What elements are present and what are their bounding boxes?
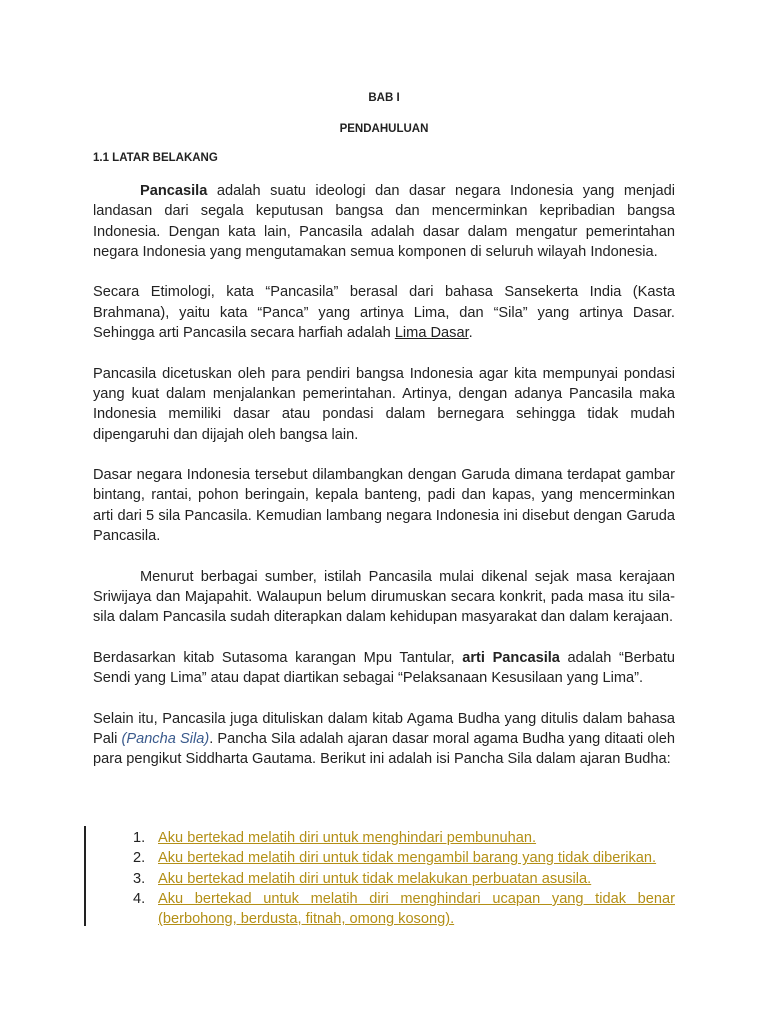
list-item	[93, 889, 675, 930]
chapter-title: BAB I	[368, 92, 400, 104]
paragraph-text: Berdasarkan kitab Sutasoma karangan Mpu Tantular,	[93, 649, 463, 666]
paragraph-6	[93, 648, 675, 689]
paragraph-1	[93, 181, 675, 262]
paragraph-text: Secara Etimologi, kata “Pancasila” berasal dari bahasa Sansekerta India (Kasta Brahmana), yaitu kata “Panca” yang artinya Lima, dan “Sila” yang artinya Dasar. Sehingga arti Pancasila secara harfiah adalah	[93, 284, 675, 342]
paragraph-2	[93, 282, 675, 343]
list-number: 4.	[133, 890, 146, 907]
chapter-subtitle: PENDAHULUAN	[339, 123, 429, 135]
italic-term: (Pancha Sila)	[121, 731, 210, 748]
bold-term: Pancasila	[140, 183, 208, 199]
pancha-sila-list	[93, 828, 675, 929]
paragraph-5: Menurut berbagai sumber, istilah Pancasila mulai dikenal sejak masa kerajaan Sriwijaya dan Majapahit. Walaupun belum dirumuskan secara konkrit, pada masa itu sila-sila dalam Pancasila sudah diterapkan dalam kehidupan masyarakat dan dalam kerajaan.	[93, 568, 675, 626]
paragraph-4: Dasar negara Indonesia tersebut dilambangkan dengan Garuda dimana terdapat gambar bintang, rantai, pohon beringain, kepala banteng, padi dan kapas, yang mencerminkan arti dari 5 sila Pancasila. Kemudian lambang negara Indonesia ini disebut dengan Garuda Pancasila.	[93, 467, 675, 545]
list-item	[93, 869, 675, 889]
paragraph-text: . Pancha Sila adalah ajaran dasar moral agama Budha yang ditaati oleh para pengikut Siddharta Gautama. Berikut ini adalah isi Pancha Sila dalam ajaran Budha:	[93, 731, 676, 768]
list-number: 3.	[133, 870, 146, 887]
change-bar	[84, 826, 86, 926]
list-link[interactable]: Aku bertekad melatih diri untuk tidak melakukan perbuatan asusila.	[158, 870, 592, 887]
list-link[interactable]: Aku bertekad melatih diri untuk tidak mengambil barang yang tidak diberikan.	[158, 850, 657, 867]
paragraph-text: Selain itu, Pancasila juga dituliskan dalam kitab Agama Budha yang ditulis dalam bahasa Pali	[93, 710, 675, 748]
list-number: 1.	[133, 830, 146, 846]
paragraph-text: .	[468, 325, 473, 342]
section-heading: 1.1 LATAR BELAKANG	[93, 152, 218, 164]
document-page	[93, 88, 675, 770]
bold-term: arti Pancasila	[462, 649, 560, 666]
list-number: 2.	[133, 850, 146, 867]
list-item	[93, 828, 675, 848]
paragraph-3: Pancasila dicetuskan oleh para pendiri bangsa Indonesia agar kita mempunyai pondasi yang kuat dalam menjalankan pemerintahan. Artinya, dengan adanya Pancasila maka Indonesia memiliki dasar atau pondasi dalam bernegara sehingga tidak mudah dipengaruhi dan dijajah oleh bangsa lain.	[93, 365, 675, 443]
list-link[interactable]: Aku bertekad untuk melatih diri menghindari ucapan yang tidak benar (berbohong, berdusta, fitnah, omong kosong).	[158, 890, 675, 928]
lima-dasar-link[interactable]: Lima Dasar	[394, 325, 469, 342]
paragraph-7	[93, 709, 675, 770]
paragraph-text: adalah suatu ideologi dan dasar negara Indonesia yang menjadi landasan dari segala keputusan bangsa dan mencerminkan kepribadian bangsa Indonesia. Dengan kata lain, Pancasila adalah dasar dalam mengatur pemerintahan negara Indonesia yang mengutamakan semua komponen di seluruh wilayah Indonesia.	[93, 183, 675, 260]
paragraph-text: adalah “Berbatu Sendi yang Lima” atau dapat diartikan sebagai “Pelaksanaan Kesusilaan yang Lima”.	[93, 649, 675, 687]
list-link[interactable]: Aku bertekad melatih diri untuk menghindari pembunuhan.	[158, 830, 537, 846]
list-item	[93, 848, 675, 868]
